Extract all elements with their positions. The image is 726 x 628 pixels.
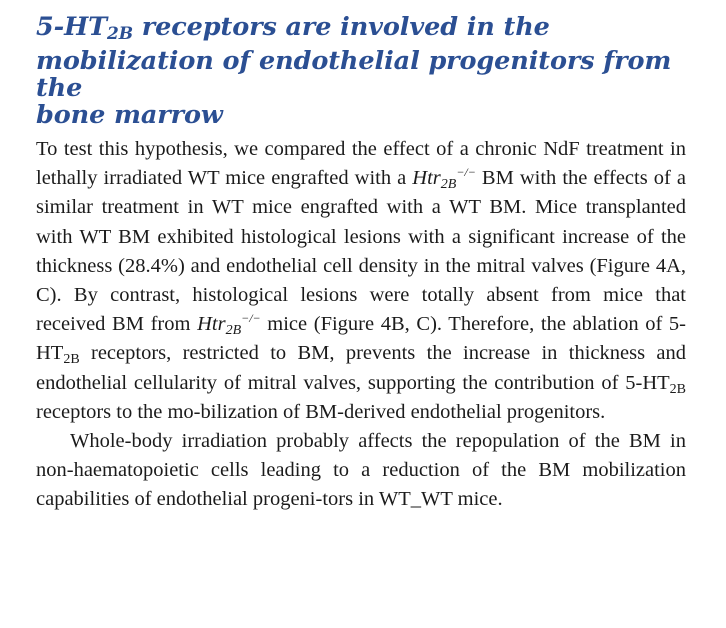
paragraph-results [36, 135, 686, 427]
heading-line-2: mobilization of endothelial progenitors from the [36, 46, 672, 103]
paragraph-discussion [36, 427, 686, 515]
heading-subscript: 2B [107, 24, 133, 44]
paragraph-text: receptors to the mo-bilization of BM-derived endothelial progenitors. [36, 400, 606, 423]
receptor-subscript: 2B [669, 381, 686, 397]
gene-symbol: Htr$_{2B}$−/− [197, 311, 261, 339]
paragraph-text: Whole-body irradiation probably affects the repopulation of the BM in non-haematopoietic cells leading to a reduction of the BM mobilization capabilities of endothelial progeni-tors in WT_WT mice. [36, 430, 686, 511]
heading-text-end: receptors are involved in the [133, 12, 550, 42]
gene-symbol: Htr$_{2B}$−/− [412, 165, 476, 193]
paragraph-text: To test this hypothesis, we compared the effect of a chronic NdF treatment in lethally irradiated WT mice engrafted with a [36, 138, 686, 190]
paragraph-text: BM with the effects of a similar treatment in WT mice engrafted with a WT BM. Mice transplanted with WT BM exhibited histological lesions with a significant increase of the thickness (28.4%) and endothelial cell density in the mitral valves (Figure 4A, C). By contrast, histological lesions were totally absent from mice that received BM from [36, 167, 686, 336]
article-excerpt [36, 14, 686, 515]
section-heading [36, 14, 686, 129]
paragraph-text: mice (Figure 4B, C). Therefore, the ablation of 5-HT [36, 313, 686, 365]
receptor-subscript: 2B [63, 352, 80, 368]
heading-line-3: bone marrow [36, 100, 223, 130]
heading-text-start: 5-HT [36, 12, 107, 42]
paragraph-text: receptors, restricted to BM, prevents the increase in thickness and endothelial cellularity of mitral valves, supporting the contribution of 5-HT [36, 342, 686, 394]
